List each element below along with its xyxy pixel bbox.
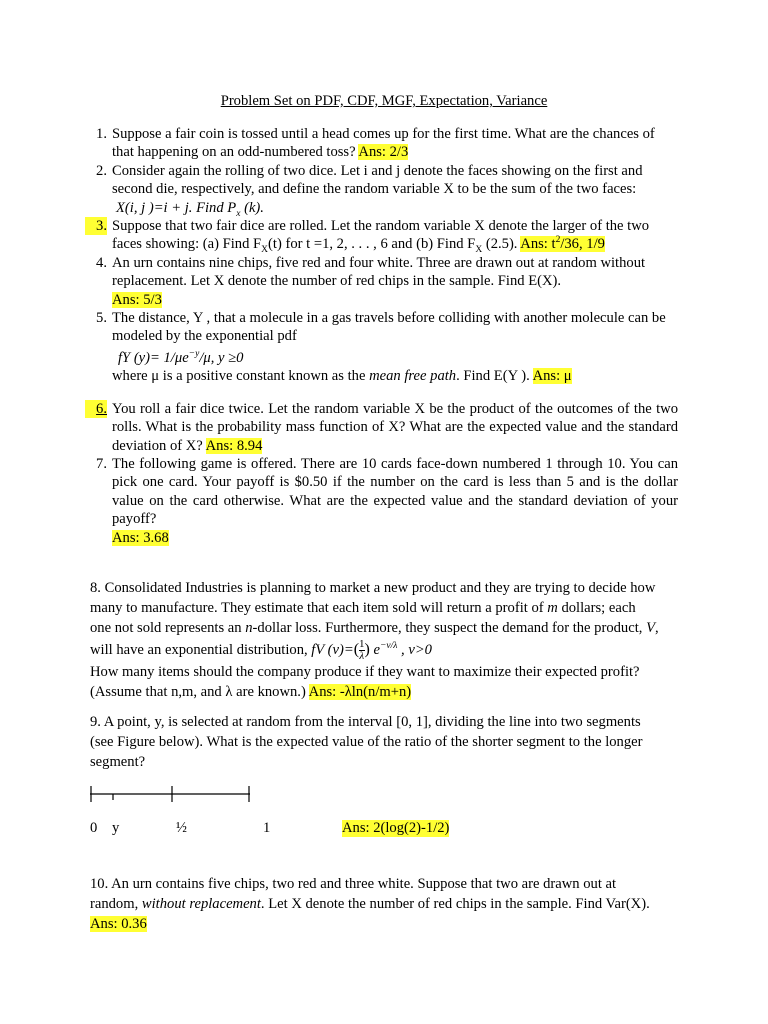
problem-text: random, without replacement. Let X denote the number of red chips in the sample. Find Var(X). [90,896,650,912]
problem-number: 6. [85,400,107,418]
problem-text: Suppose a fair coin is tossed until a head comes up for the first time. What are the chances of that happening on an odd-numbered toss? [112,126,655,161]
problem-text: one not sold represents an n-dollar loss. Furthermore, they suspect the demand for the product, V, [90,620,659,636]
label-half: ½ [176,820,187,836]
problem-number: 2. [96,162,107,179]
problem-10 [90,874,680,934]
problem-text: segment? [90,754,146,770]
problem-text: How many items should the company produce if they want to maximize their expected profit? [90,664,640,680]
problem-text: An urn contains nine chips, five red and four white. Three are drawn out at random without replacement. Let X denote the number of red chips in the sample. Find E(X). [112,254,646,290]
problem-number: 7. [96,455,107,472]
label-one: 1 [263,820,271,836]
distribution-formula: will have an exponential distribution, fV (v)=( $\frac{1}{\lambda}$ ) $e^{-v/\lambda}$ , v>0 [90,638,432,663]
answer-highlight: Ans: μ [532,368,572,385]
problem-text-continued: where μ is a positive constant known as the mean free path. Find E(Y ). [112,368,530,385]
problem-text: The distance, Y , that a molecule in a gas travels before colliding with another molecule can be modeled by the exponential pdf [112,310,666,345]
problem-text: many to manufacture. They estimate that each item sold will return a profit of m dollars; each [90,600,636,616]
problem-text: (Assume that n,m, and λ are known.) Ans: -λln(n/m+n) [90,684,412,700]
problem-formula: X(i, j )=i + j. Find $P_x$ (k). [116,199,264,219]
label-zero: 0 [90,820,98,836]
problem-text: The following game is offered. There are 10 cards face-down numbered 1 through 10. You can pick one card. Your payoff is $0.50 if the number on the card is less than 5 and is the dollar value on the card otherwise. What are the expected value and the standard deviation of your payoff? [112,455,678,528]
interval-labels [90,820,650,842]
answer-highlight: Ans: 5/3 [112,291,162,308]
answer-highlight: Ans: 0.36 [90,916,147,932]
label-y: y [112,820,120,836]
answer-highlight: Ans: 2(log(2)-1/2) [342,820,450,836]
problem-text: (see Figure below). What is the expected value of the ratio of the shorter segment to the longer [90,734,643,750]
answer-highlight: Ans: $t^2/36$, 1/9 [520,235,605,253]
answer-highlight: Ans: 8.94 [205,437,263,454]
problem-text: 8. Consolidated Industries is planning to market a new product and they are trying to decide how [90,580,656,596]
pdf-formula: fY $(y)= 1/\mu e^{-y}/\mu$, y ≥0 [118,349,244,366]
problem-text: You roll a fair dice twice. Let the random variable X be the product of the outcomes of the two rolls. What is the probability mass function of X? What are the expected value and the standard deviation of X? [112,400,678,454]
problem-text: 9. A point, y, is selected at random from the interval [0, 1], dividing the line into two segments [90,714,641,730]
problem-number: 4. [96,254,107,271]
problem-number: 5. [96,310,107,327]
page-title: Problem Set on PDF, CDF, MGF, Expectation, Variance [220,93,548,109]
problem-number: 3. [85,217,107,235]
answer-highlight: Ans: 2/3 [358,144,409,161]
answer-highlight: Ans: 3.68 [112,529,169,546]
problem-text: Consider again the rolling of two dice. Let i and j denote the faces showing on the first and second die, respectively, and define the random variable X to be the sum of the two faces: [112,162,643,198]
problem-text: Suppose that two fair dice are rolled. Let the random variable X denote the larger of the two faces showing: (a) Find $F_X(t)$ for t =1, 2, . . . , 6 and (b) Find $F_X$ (2.5). [112,218,650,256]
problem-text: 10. An urn contains five chips, two red and three white. Suppose that two are drawn out at [90,876,617,892]
problem-number: 1. [96,126,107,142]
answer-highlight: Ans: -λln(n/m+n) [308,684,412,700]
